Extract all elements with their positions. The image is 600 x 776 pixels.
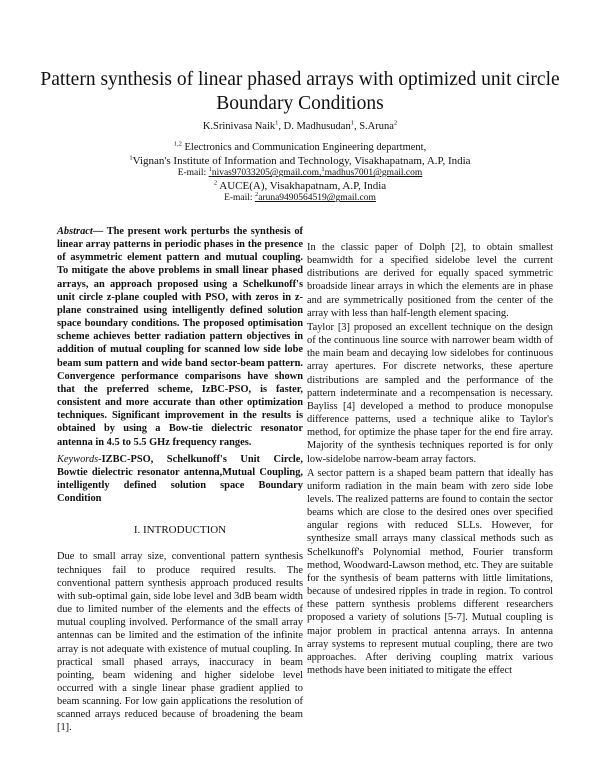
affil-sup: 1 [129, 153, 133, 161]
keywords [57, 453, 303, 506]
body-paragraph: A sector pattern is a shaped beam pattern that ideally has uniform radiation in the main beam with zero side lobe levels. The realized patterns are found to contain the sector beams which are close to the desired ones over specified angular regions with reduced SLLs. However, for synthesize small arrays many classical methods such as Schelkunoff's Polynomial method, Fourier transform method, Woodward-Lawson method, etc. They are suitable for the synthesis of beam patterns with little limitations, because of undesired ripples in trade in region. To control these pattern synthesis problems different researchers proposed a variety of solutions [5-7]. Mutual coupling is major problem in practical antenna arrays. In antenna array systems to represent mutual coupling, there are two approaches. After deriving coupling matrix various methods have been initiated to mitigate the effect [307, 467, 553, 676]
abstract-text: — The present work perturbs the synthesis of linear array patterns in periodic phases in the presence of asymmetric element pattern and mutual coupling. To mitigate the above problems in small linear phased arrays, an approach proposed using a Schelkunoff's unit circle z-plane coupled with PSO, with zeros in z-plane constrained using intelligently defined solution space boundary conditions. The proposed optimisation scheme achieves better radiation pattern objectives in addition of mutual coupling for scanned low side lobe beam sum pattern and wide band sector-beam pattern. Convergence performance comparisons have shown that the preferred scheme, IzBC-PSO, is faster, consistent and more accurate than other optimization techniques. Significant improvement in the results is obtained by using a Bow-tie dielectric resonator antenna in 4.5 to 5.5 GHz frequency ranges. [57, 226, 303, 448]
author-name: S.Aruna [359, 121, 394, 132]
affiliation-institute [40, 155, 560, 168]
email-link[interactable]: $^1$nivas97033205@gmail.com,$^1$madhus7001@gmail.com [208, 166, 423, 179]
author-name: D. Madhusudan [283, 121, 351, 132]
email-link[interactable]: $^2$aruna9490564519@gmail.com [254, 191, 376, 204]
affil-text: AUCE(A), Visakhapatnam, A.P, India [219, 179, 387, 192]
left-column [57, 225, 303, 735]
email-label: E-mail: [177, 168, 207, 179]
affil-text: Electronics and Communication Engineering department, [184, 142, 427, 153]
affiliation-dept [40, 142, 560, 155]
paper-title: Pattern synthesis of linear phased arrays with optimized unit circle Boundary Conditions [40, 69, 560, 114]
affil-sup: 1,2 [173, 140, 182, 148]
abstract-label: Abstract [57, 226, 93, 237]
author-sup: 1 [350, 119, 354, 127]
email-line-2 [40, 192, 560, 205]
affiliation-auce [40, 180, 560, 193]
affil-sup: 2 [213, 179, 218, 187]
keywords-label: Keywords- [57, 453, 102, 465]
author-list: K.Srinivasa Naik$^1$, D. Madhusudan$^1$, S.Aruna$^2$ [202, 119, 398, 132]
body-paragraph: In the classic paper of Dolph [2], to obtain smallest beamwidth for a specified sidelobe level the current distributions are derived for equally spaced symmetric broadside linear arrays in which the elements are in phase and are symmetrically positioned from the center of the array with less than half-length element spacing. [307, 242, 553, 319]
affiliations [40, 142, 560, 205]
author-sup: 2 [393, 119, 398, 127]
body-paragraph: Due to small array size, conventional pattern synthesis techniques fail to produce required results. The conventional pattern synthesis approach produced results with sub-optimal gain, side lobe level and 3dB beam width due to limited number of the elements and the effects of mutual coupling involved. Performance of the small array antennas can be limited and the estimation of the infinite array is not adequate with existence of mutual coupling. In practical small phased arrays, inaccuracy in beam pointing, beam widening and higher sidelobe level occurred with a single linear phase gradient applied to beam scanning. For low gain applications the resolution of scanned arrays reduced because of broadening the beam [1]. [57, 551, 303, 734]
abstract [57, 225, 303, 449]
author-sup: 1 [275, 119, 279, 127]
affil-text: Vignan's Institute of Information and Technology, Visakhapatnam, A.P, India [132, 154, 471, 167]
right-column [307, 241, 553, 678]
keywords-text: IZBC-PSO, Schelkunoff's Unit Circle, Bowtie dielectric resonator antenna,Mutual Coupling, intelligently defined solution space Boundary Condition [57, 453, 303, 505]
section-heading: I. INTRODUCTION [133, 524, 227, 537]
author-name: K.Srinivasa Naik [202, 121, 276, 132]
email-line-1 [40, 167, 560, 180]
body-paragraph: Taylor [3] proposed an excellent technique on the design of the continuous line source with narrower beam width of the main beam and decaying low sidelobes for continuous array apertures. For discrete networks, these aperture distributions are sampled and the performance of the pattern indeterminate and a recompensation is necessary. Bayliss [4] developed a method to produce monopulse difference patterns, used a technique alike to Taylor's method, for optimize the phase taper for the end fire array. Majority of the synthesis techniques reported is for only low-sidelobe narrow-beam array factors. [307, 321, 553, 465]
email-label: E-mail: [224, 193, 253, 204]
